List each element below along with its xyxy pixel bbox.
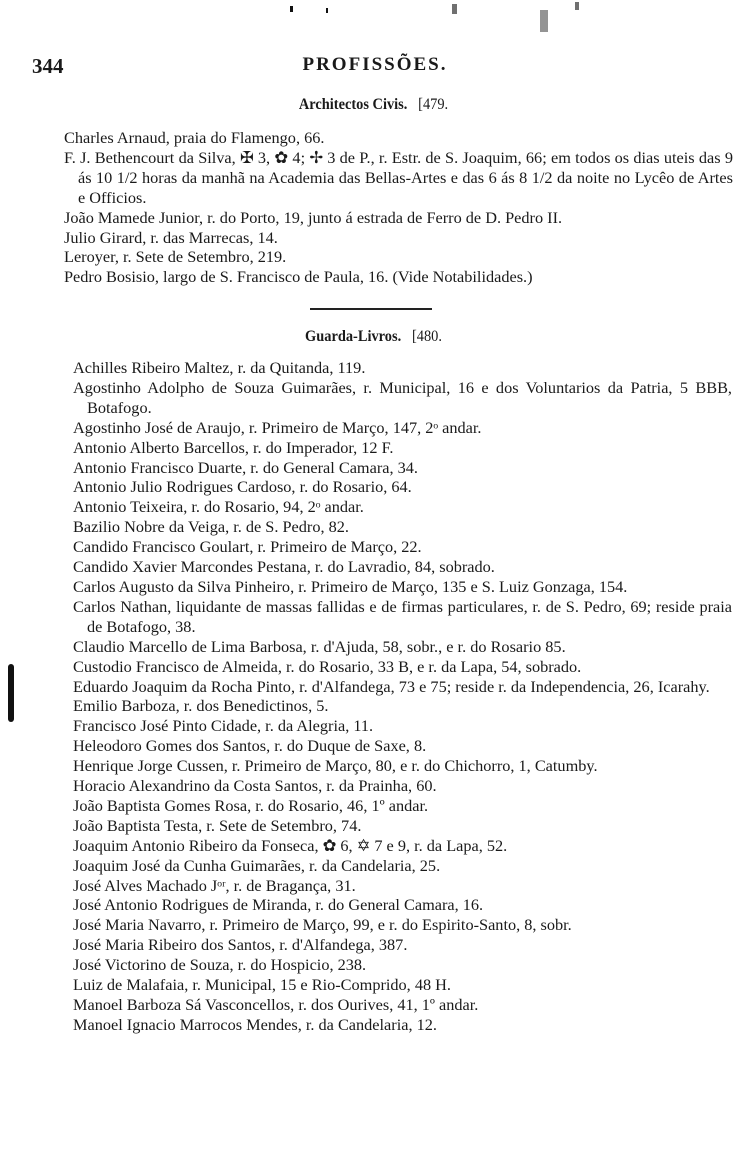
list-item: José Maria Navarro, r. Primeiro de Março, 99, e r. do Espirito-Santo, 8, sobr.	[73, 915, 572, 935]
list-item: Emilio Barboza, r. dos Benedictinos, 5.	[73, 696, 329, 716]
architectos-list	[0, 128, 747, 287]
section-title: Guarda-Livros.	[305, 328, 402, 345]
page-header	[30, 54, 720, 84]
scan-speck	[452, 4, 457, 14]
list-item: Manoel Barboza Sá Vasconcellos, r. dos Ourives, 41, 1º andar.	[73, 995, 479, 1014]
list-item: Carlos Augusto da Silva Pinheiro, r. Primeiro de Março, 135 e S. Luiz Gonzaga, 154.	[73, 576, 628, 596]
list-item: Eduardo Joaquim da Rocha Pinto, r. d'Alfandega, 73 e 75; reside r. da Independencia, 26, Icarahy.	[73, 676, 710, 696]
section-number: [479.	[418, 96, 449, 113]
list-item: José Alves Machado Jᵒʳ, r. de Bragança, 31.	[73, 875, 356, 895]
list-item: José Maria Ribeiro dos Santos, r. d'Alfandega, 387.	[73, 935, 408, 955]
running-title: PROFISSÕES.	[302, 54, 448, 75]
list-item: Agostinho Adolpho de Souza Guimarães, r. Municipal, 16 e dos Voluntarios da Patria, 5 BBB, Botafogo.	[73, 377, 732, 417]
list-item: Francisco José Pinto Cidade, r. da Alegria, 11.	[73, 716, 374, 736]
list-item: Achilles Ribeiro Maltez, r. da Quitanda, 119.	[73, 358, 366, 377]
list-item: F. J. Bethencourt da Silva, ✠ 3, ✿ 4; ✢ 3 de P., r. Estr. de S. Joaquim, 66; em todos os dias uteis das 9 ás 10 1/2 horas da manhã na Academia das Bellas-Artes e das 6 ás 8 1/2 da noite no Lycêo de Artes e Officios.	[64, 147, 733, 207]
list-item: José Antonio Rodrigues de Miranda, r. do General Camara, 16.	[73, 895, 484, 915]
list-item: Joaquim Antonio Ribeiro da Fonseca, ✿ 6, ✡ 7 e 9, r. da Lapa, 52.	[73, 835, 508, 855]
list-item: Leroyer, r. Sete de Setembro, 219.	[64, 247, 287, 267]
page-number: 344	[32, 54, 64, 78]
section-divider	[310, 308, 432, 310]
list-item: Luiz de Malafaia, r. Municipal, 15 e Rio-Comprido, 48 H.	[73, 975, 452, 995]
list-item: Candido Francisco Goulart, r. Primeiro de Março, 22.	[73, 537, 422, 557]
list-item: Agostinho José de Araujo, r. Primeiro de Março, 147, 2ᵒ andar.	[73, 417, 482, 437]
list-item: João Baptista Gomes Rosa, r. do Rosario, 46, 1º andar.	[73, 795, 429, 815]
scan-speck	[575, 2, 579, 10]
list-item: Horacio Alexandrino da Costa Santos, r. da Prainha, 60.	[73, 776, 437, 796]
list-item: Charles Arnaud, praia do Flamengo, 66.	[64, 128, 325, 147]
scan-speck	[326, 8, 328, 13]
list-item: João Mamede Junior, r. do Porto, 19, junto á estrada de Ferro de D. Pedro II.	[64, 207, 563, 227]
list-item: Henrique Jorge Cussen, r. Primeiro de Março, 80, e r. do Chichorro, 1, Catumby.	[73, 756, 598, 776]
list-item: Julio Girard, r. das Marrecas, 14.	[64, 227, 278, 247]
list-item: Carlos Nathan, liquidante de massas fallidas e de firmas particulares, r. de S. Pedro, 69; reside praia de Botafogo, 38.	[73, 596, 732, 636]
list-item: Manoel Ignacio Marrocos Mendes, r. da Candelaria, 12.	[73, 1014, 437, 1034]
section-number: [480.	[411, 328, 442, 345]
section-heading-architectos	[37, 96, 709, 114]
list-item: Custodio Francisco de Almeida, r. do Rosario, 33 B, e r. da Lapa, 54, sobrado.	[73, 656, 582, 676]
section-heading-guarda-livros	[37, 328, 709, 346]
list-item: Antonio Alberto Barcellos, r. do Imperador, 12 F.	[73, 437, 394, 457]
list-item: Antonio Francisco Duarte, r. do General Camara, 34.	[73, 457, 418, 477]
list-item: Candido Xavier Marcondes Pestana, r. do Lavradio, 84, sobrado.	[73, 557, 495, 577]
list-item: Bazilio Nobre da Veiga, r. de S. Pedro, 82.	[73, 517, 349, 537]
scan-speck	[540, 10, 548, 32]
scan-speck	[290, 6, 293, 12]
list-item: Antonio Julio Rodrigues Cardoso, r. do Rosario, 64.	[73, 477, 412, 497]
list-item: José Victorino de Souza, r. do Hospicio, 238.	[73, 955, 367, 975]
list-item: Heleodoro Gomes dos Santos, r. do Duque de Saxe, 8.	[73, 736, 427, 756]
guarda-livros-list	[0, 358, 747, 1035]
list-item: Claudio Marcello de Lima Barbosa, r. d'Ajuda, 58, sobr., e r. do Rosario 85.	[73, 636, 566, 656]
list-item: Pedro Bosisio, largo de S. Francisco de Paula, 16. (Vide Notabilidades.)	[64, 267, 533, 287]
list-item: Antonio Teixeira, r. do Rosario, 94, 2ᵒ andar.	[73, 497, 364, 517]
section-title: Architectos Civis.	[298, 96, 408, 113]
list-item: João Baptista Testa, r. Sete de Setembro, 74.	[73, 815, 362, 835]
list-item: Joaquim José da Cunha Guimarães, r. da Candelaria, 25.	[73, 855, 441, 875]
